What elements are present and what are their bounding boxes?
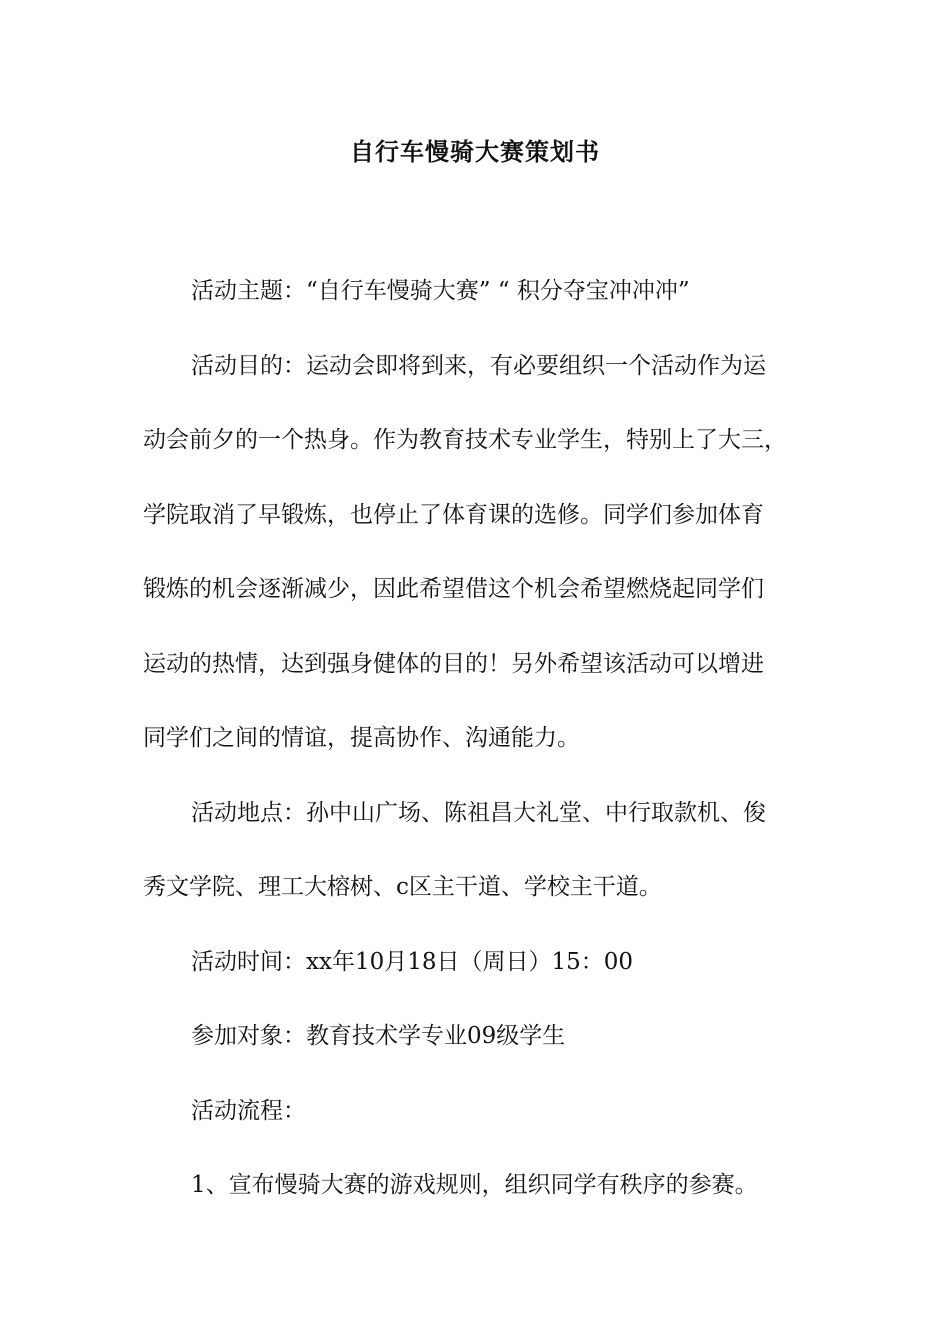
- document-body: [143, 254, 833, 1223]
- document-title: 自行车慢骑大赛策划书: [350, 138, 600, 166]
- text-line: 动会前夕的一个热身。作为教育技术专业学生，特别上了大三，: [143, 427, 787, 453]
- paragraph-time: [143, 925, 833, 1000]
- text-line: 运动的热情，达到强身健体的目的！另外希望该活动可以增进: [143, 650, 764, 677]
- text-line: 参加对象：教育技术学专业09级学生: [191, 1023, 566, 1049]
- paragraph-location: [143, 776, 833, 925]
- paragraph-participants: [143, 999, 833, 1074]
- text-line: 同学们之间的情谊，提高协作、沟通能力。: [143, 725, 580, 751]
- text-line: 锻炼的机会逐渐减少，因此希望借这个机会希望燃烧起同学们: [143, 576, 764, 602]
- text-line: 活动目的：运动会即将到来，有必要组织一个活动作为运: [191, 352, 766, 379]
- paragraph-purpose: [143, 329, 833, 776]
- text-line: 1、宣布慢骑大赛的游戏规则，组织同学有秩序的参赛。: [191, 1172, 758, 1198]
- paragraph-process-step-1: [143, 1148, 833, 1223]
- paragraph-process-heading: [143, 1074, 833, 1149]
- text-line: 学院取消了早锻炼，也停止了体育课的选修。同学们参加体育: [143, 501, 764, 528]
- paragraph-theme: [143, 254, 833, 329]
- text-line: 活动主题：“自行车慢骑大赛” “ 积分夺宝冲冲冲”: [191, 278, 690, 304]
- text-line: 活动流程：: [191, 1097, 306, 1124]
- text-line: 活动地点：孙中山广场、陈祖昌大礼堂、中行取款机、俊: [191, 799, 766, 826]
- text-line: 秀文学院、理工大榕树、c区主干道、学校主干道。: [143, 874, 662, 900]
- text-line: 活动时间：xx年10月18日（周日）15：00: [191, 948, 634, 975]
